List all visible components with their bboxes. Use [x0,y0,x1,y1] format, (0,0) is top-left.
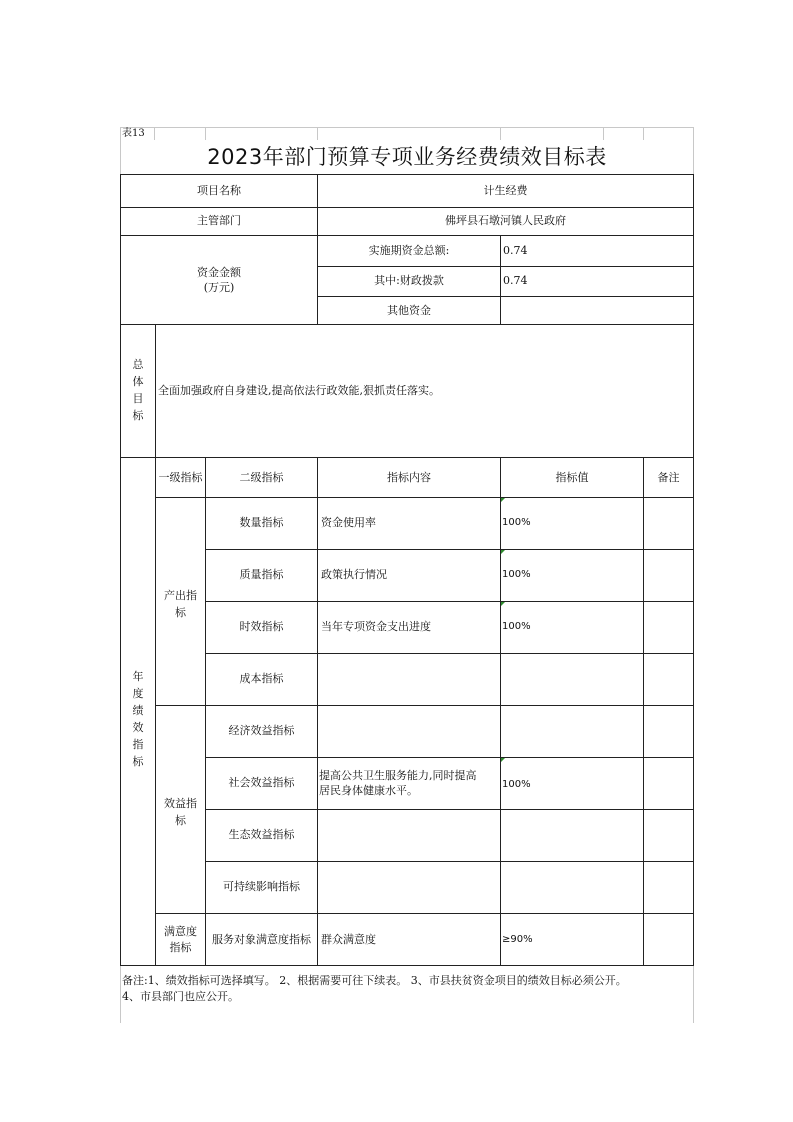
department-label: 主管部门 [197,214,241,227]
row-level2-timeliness: 时效指标 [239,620,284,633]
gridline [120,965,121,1023]
gridline [154,127,155,140]
table-rule [205,601,694,602]
table-rule [155,913,694,914]
funds-label: 资金金额 [197,266,241,279]
row-value-quality: 100% [502,569,531,580]
row-content-satisfaction: 群众满意度 [321,933,376,946]
department-value: 佛坪县石墩河镇人民政府 [445,214,566,227]
fiscal-funds-label: 其中:财政拨款 [374,274,444,287]
table-rule [120,207,694,208]
row-value-timeliness: 100% [502,621,531,632]
table-rule [205,757,694,758]
table-rule [155,324,156,966]
row-level2-social: 社会效益指标 [228,776,295,789]
project-name-label: 项目名称 [197,184,241,197]
table-rule [693,174,694,966]
table-rule [205,653,694,654]
footnote-line1: 备注:1、绩效指标可选择填写。 2、根据需要可往下续表。 3、市县扶贫资金项目的绩效目标必须公开。 [122,974,627,987]
gridline [120,127,694,128]
table-rule [120,324,694,325]
cell-comment-marker [501,602,505,606]
gridline [643,127,644,140]
footnote-line2: 4、市县部门也应公开。 [122,990,239,1003]
row-value-satisfaction: ≥90% [502,934,533,945]
table-rule [120,174,694,175]
output-indicators-label [156,587,205,621]
gridline [500,127,501,140]
output-indicators-text: 产出指标 [164,589,197,619]
table-rule [317,457,318,966]
row-value-social: 100% [502,779,531,790]
total-funds-label: 实施期资金总额: [368,244,450,257]
row-level2-quality: 质量指标 [239,568,284,581]
table-rule [205,549,694,550]
table-rule [155,497,694,498]
row-level2-quantity: 数量指标 [239,516,284,529]
row-content-social-line2: 居民身体健康水平。 [319,784,418,797]
table-rule [317,296,694,297]
table-rule [317,266,694,267]
satisfaction-indicators-text: 满意度指标 [164,925,197,954]
table-rule [205,861,694,862]
row-content-timeliness: 当年专项资金支出进度 [321,620,431,633]
gridline [693,127,694,140]
gridline [205,127,206,140]
overall-goal-text: 全面加强政府自身建设,提高依法行政效能,狠抓责任落实。 [158,384,440,397]
header-value: 指标值 [555,471,589,484]
row-content-social-line1: 提高公共卫生服务能力,同时提高 [319,769,477,782]
satisfaction-indicators-label [156,924,205,956]
row-content-quality: 政策执行情况 [321,568,387,581]
row-value-quantity: 100% [502,517,531,528]
header-level2: 二级指标 [239,471,284,484]
row-level2-economic: 经济效益指标 [228,724,295,737]
other-funds-label: 其他资金 [387,304,431,317]
overall-goal-label: 总 体 目 标 [132,358,144,422]
fiscal-funds-value: 0.74 [503,274,528,287]
table-rule [120,457,694,458]
table-rule [205,809,694,810]
header-level1: 一级指标 [158,471,203,484]
funds-unit-label: (万元) [203,281,235,294]
benefit-indicators-label [156,795,205,829]
row-content-quantity: 资金使用率 [321,516,376,529]
cell-comment-marker [501,758,505,762]
table-rule [500,235,501,325]
header-content: 指标内容 [387,471,431,484]
annual-indicators-label: 年 度 绩 效 指 标 [132,670,144,768]
total-funds-value: 0.74 [503,244,528,257]
cell-comment-marker [501,550,505,554]
sheet-label: 表13 [122,128,145,139]
project-name-value: 计生经费 [483,184,528,197]
row-level2-satisfaction: 服务对象满意度指标 [212,933,311,946]
table-rule [500,457,501,966]
row-level2-ecological: 生态效益指标 [228,828,295,841]
row-level2-cost: 成本指标 [239,672,284,685]
gridline [693,965,694,1023]
page-title: 2023年部门预算专项业务经费绩效目标表 [207,145,607,169]
benefit-indicators-text: 效益指标 [164,797,197,827]
gridline [603,127,604,140]
table-rule [120,235,694,236]
table-rule [155,705,694,706]
table-rule [120,965,694,966]
gridline [317,127,318,140]
row-level2-sustainable: 可持续影响指标 [223,880,300,893]
cell-comment-marker [501,498,505,502]
header-note: 备注 [657,471,680,484]
table-rule [643,457,644,966]
